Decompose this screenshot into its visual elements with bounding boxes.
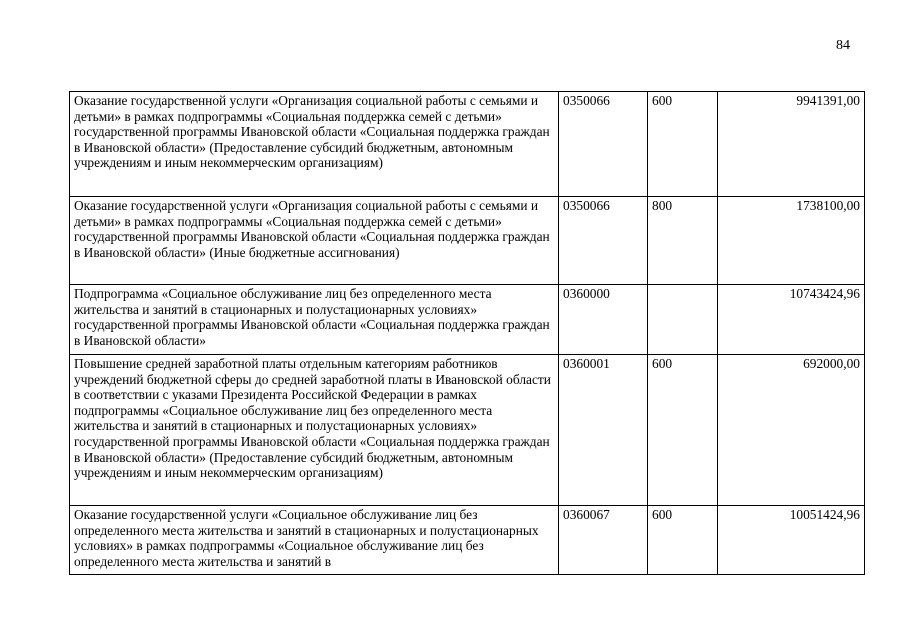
row-type: 600 — [648, 355, 718, 506]
row-sum: 10051424,96 — [718, 506, 865, 575]
row-type: 600 — [648, 506, 718, 575]
row-code: 0360001 — [559, 355, 648, 506]
table-row — [70, 355, 865, 506]
row-code: 0360067 — [559, 506, 648, 575]
page-number: 84 — [836, 38, 850, 53]
row-sum: 692000,00 — [718, 355, 865, 506]
row-name: Оказание государственной услуги «Социальное обслуживание лиц без определенного места жительства и занятий в стационарных и полустационарных условиях» в рамках подпрограммы «Социальное обслуживание лиц без определенного места жительства и занятий в — [70, 506, 559, 575]
table-row — [70, 92, 865, 197]
row-name: Оказание государственной услуги «Организация социальной работы с семьями и детьми» в рамках подпрограммы «Социальная поддержка семей с детьми» государственной программы Ивановской области «Социальная поддержка граждан в Ивановской области» (Иные бюджетные ассигнования) — [70, 197, 559, 285]
table-row — [70, 285, 865, 355]
row-name: Повышение средней заработной платы отдельным категориям работников учреждений бюджетной сферы до средней заработной платы в Ивановской области в соответствии с указами Президента Российской Федерации в рамках подпрограммы «Социальное обслуживание лиц без определенного места жительства и занятий в стационарных и полустационарных условиях» государственной программы Ивановской области «Социальная поддержка граждан в Ивановской области» (Предоставление субсидий бюджетным, автономным учреждениям и иным некоммерческим организациям) — [70, 355, 559, 506]
row-type — [648, 285, 718, 355]
table-row — [70, 197, 865, 285]
row-sum: 1738100,00 — [718, 197, 865, 285]
row-code: 0360000 — [559, 285, 648, 355]
row-name: Оказание государственной услуги «Организация социальной работы с семьями и детьми» в рамках подпрограммы «Социальная поддержка семей с детьми» государственной программы Ивановской области «Социальная поддержка граждан в Ивановской области» (Предоставление субсидий бюджетным, автономным учреждениям и иным некоммерческим организациям) — [70, 92, 559, 197]
row-sum: 9941391,00 — [718, 92, 865, 197]
budget-table — [69, 91, 865, 575]
row-code: 0350066 — [559, 92, 648, 197]
table-row — [70, 506, 865, 575]
row-type: 600 — [648, 92, 718, 197]
row-sum: 10743424,96 — [718, 285, 865, 355]
row-type: 800 — [648, 197, 718, 285]
row-name: Подпрограмма «Социальное обслуживание лиц без определенного места жительства и занятий в стационарных и полустационарных условиях» государственной программы Ивановской области «Социальная поддержка граждан в Ивановской области» — [70, 285, 559, 355]
row-code: 0350066 — [559, 197, 648, 285]
